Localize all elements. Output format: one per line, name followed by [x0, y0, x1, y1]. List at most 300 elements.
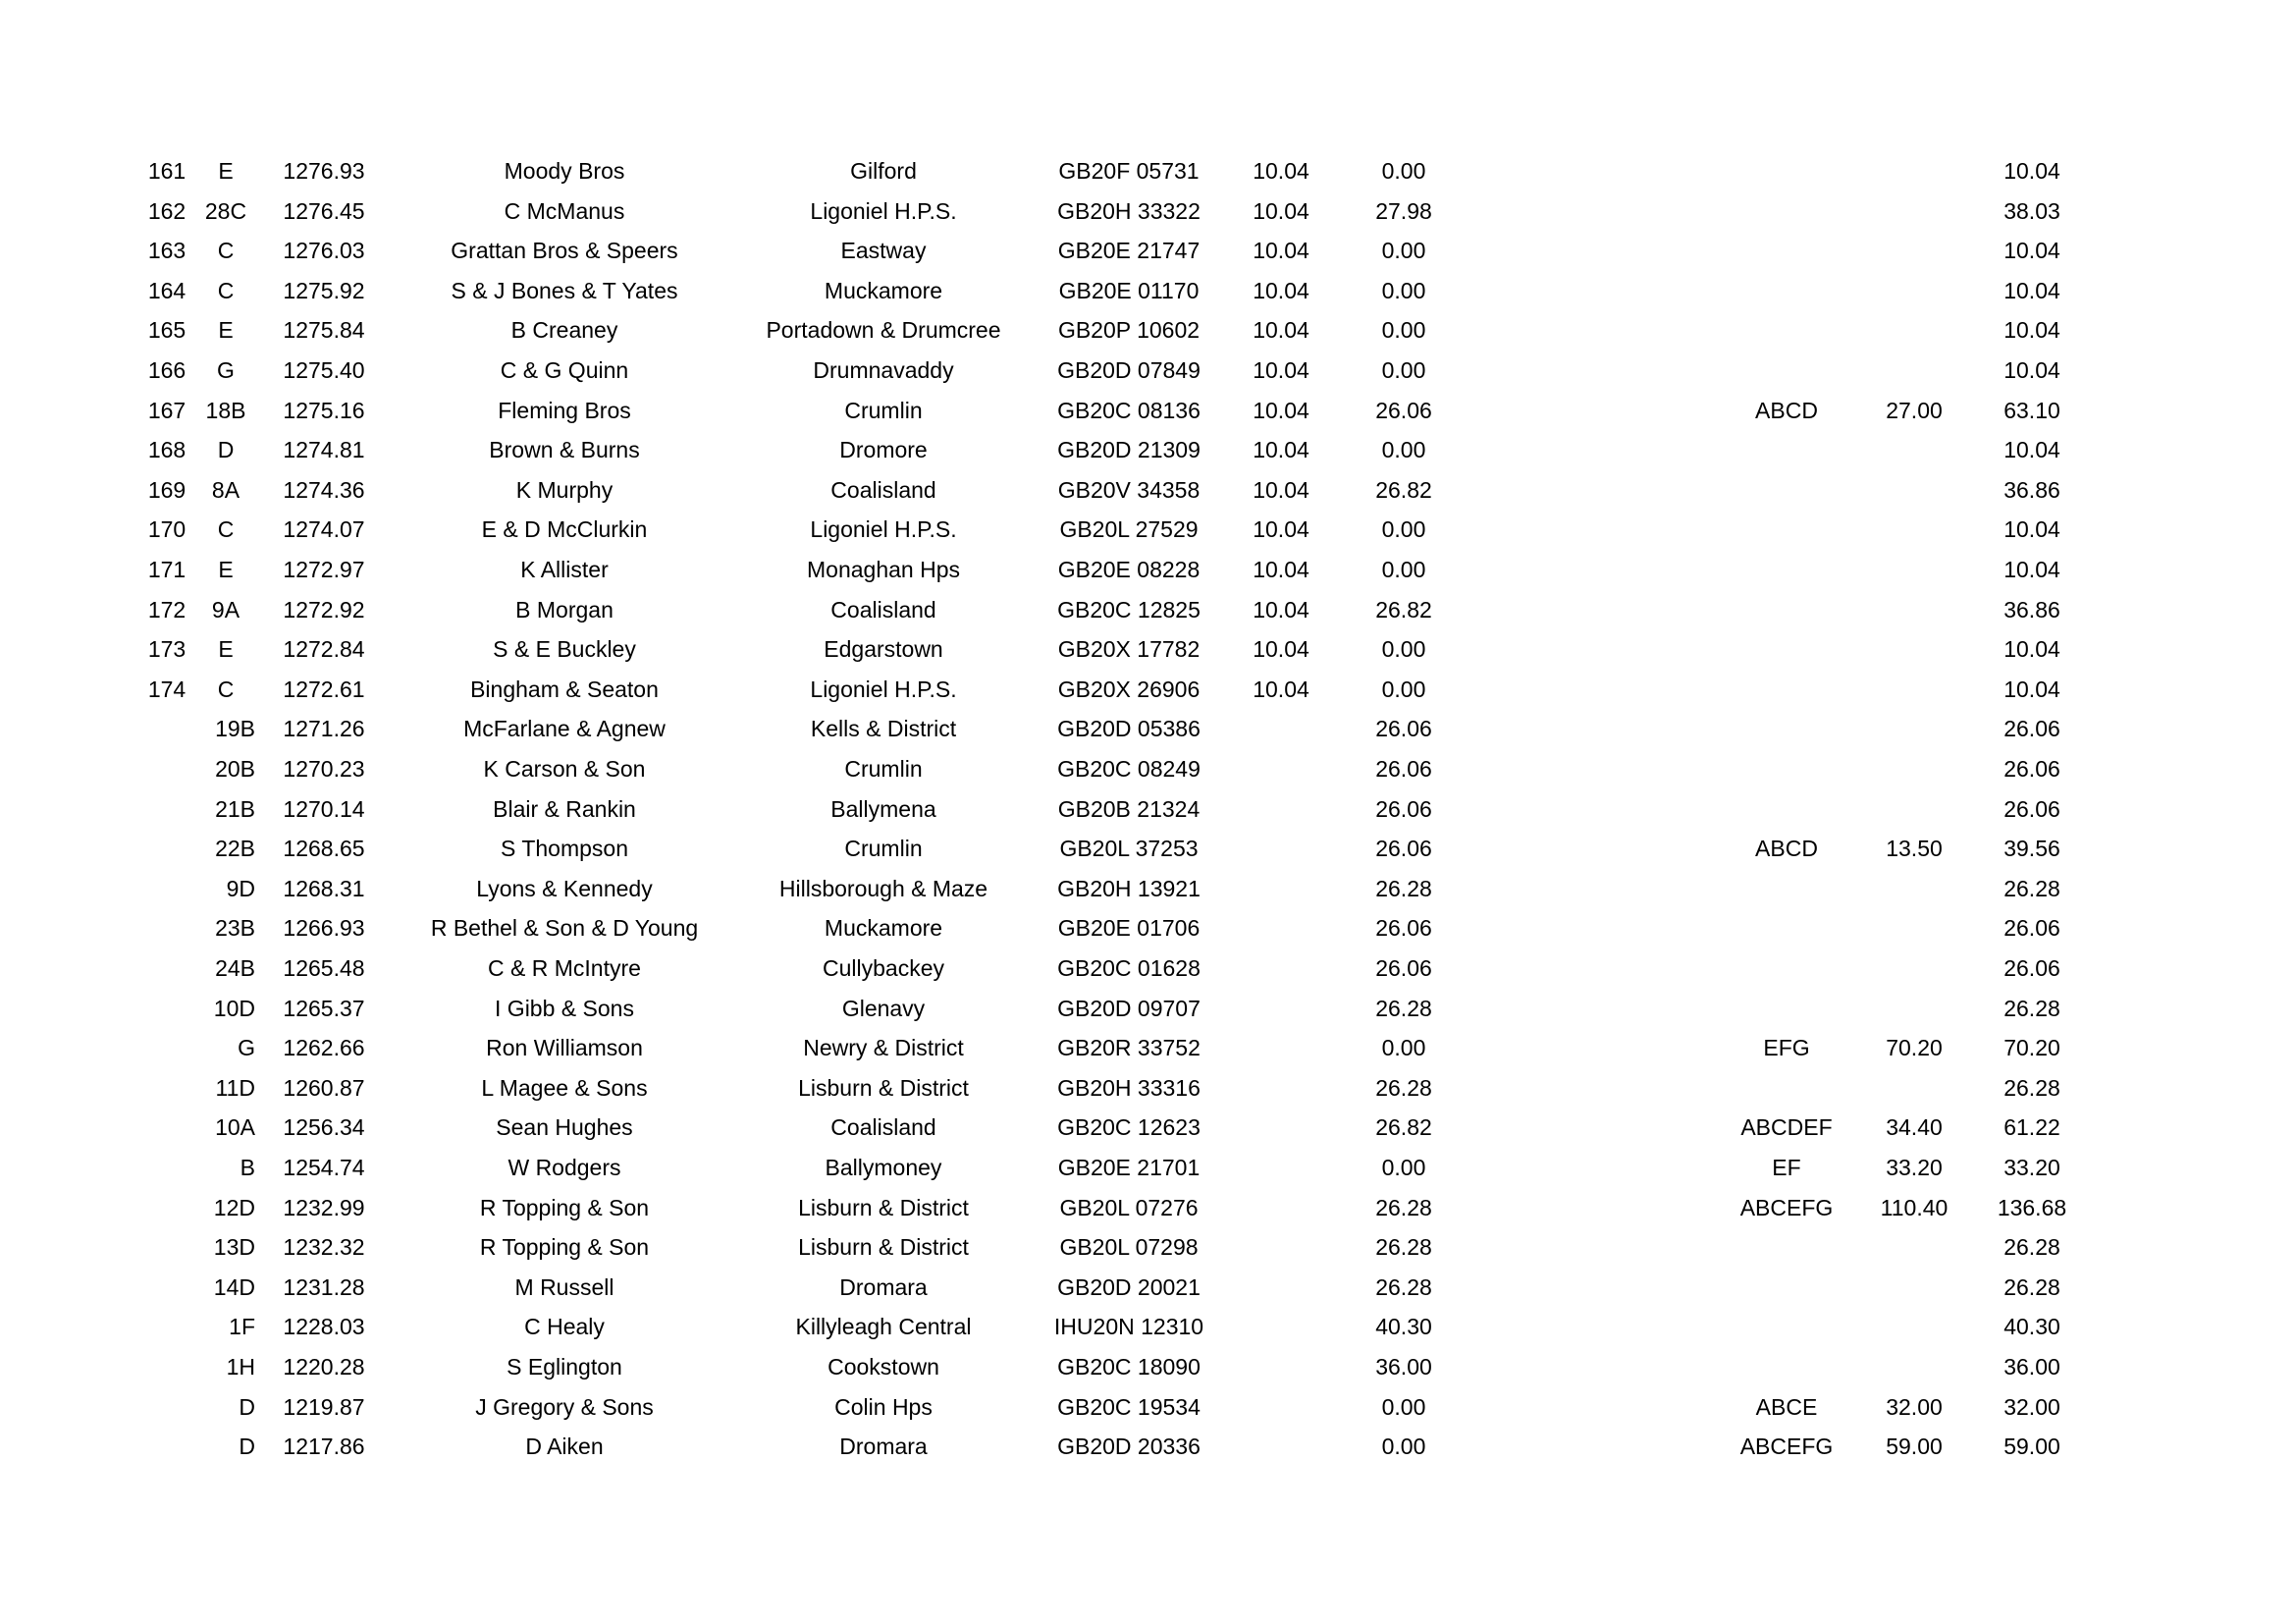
prize-section-cell: 0.00 — [1381, 277, 1426, 303]
total-cell: 26.06 — [2003, 795, 2060, 822]
velocity-cell: 1268.65 — [283, 836, 365, 862]
table-row — [0, 749, 2296, 789]
ring-number-cell: GB20P 10602 — [1057, 317, 1201, 344]
prize-open-cell — [1227, 829, 1335, 869]
nomination-cell: 32.00 — [1886, 1393, 1943, 1420]
pools-cell — [1728, 151, 1845, 191]
prize-section-cell: 0.00 — [1381, 516, 1426, 543]
fancier-name-cell: Bingham & Seaton — [470, 676, 659, 702]
nomination-cell — [1855, 191, 1973, 232]
ring-number-cell: IHU20N 12310 — [1053, 1314, 1204, 1340]
position-cell: 165 — [147, 317, 187, 344]
fancier-name-cell: R Topping & Son — [479, 1234, 650, 1261]
position-cell — [137, 869, 196, 909]
position-cell — [137, 789, 196, 830]
nomination-cell — [1855, 670, 1973, 710]
table-row — [0, 310, 2296, 351]
club-cell: Ballymoney — [825, 1155, 942, 1180]
prize-open-cell — [1227, 1108, 1335, 1148]
club-cell: Killyleagh Central — [795, 1314, 972, 1340]
prize-section-cell: 0.00 — [1381, 676, 1426, 702]
nomination-cell: 34.40 — [1886, 1114, 1943, 1141]
section-cell: G — [217, 357, 235, 383]
ring-number-cell: GB20H 33316 — [1057, 1074, 1201, 1101]
velocity-cell: 1217.86 — [283, 1434, 365, 1460]
pools-cell — [1728, 351, 1845, 391]
prize-section-cell: 0.00 — [1381, 238, 1426, 264]
pools-cell — [1728, 709, 1845, 749]
table-row — [0, 1307, 2296, 1347]
table-row — [0, 789, 2296, 830]
prize-section-cell: 27.98 — [1375, 197, 1432, 224]
position-cell — [137, 989, 196, 1029]
prize-open-cell — [1227, 1068, 1335, 1109]
fancier-name-cell: W Rodgers — [507, 1155, 621, 1180]
prize-section-cell: 36.00 — [1375, 1354, 1432, 1380]
nomination-cell — [1855, 1347, 1973, 1387]
nomination-cell — [1855, 590, 1973, 630]
pools-cell — [1728, 629, 1845, 670]
club-cell: Muckamore — [824, 915, 943, 942]
pools-cell — [1728, 191, 1845, 232]
position-cell — [137, 709, 196, 749]
section-cell: C — [217, 676, 235, 702]
nomination-cell: 33.20 — [1886, 1155, 1943, 1180]
nomination-cell — [1855, 948, 1973, 989]
prize-section-cell: 26.06 — [1375, 915, 1432, 942]
total-cell: 38.03 — [2003, 197, 2060, 224]
pools-cell — [1728, 430, 1845, 470]
position-cell: 171 — [147, 557, 187, 582]
pools-cell: ABCEFG — [1739, 1434, 1834, 1460]
table-row — [0, 1108, 2296, 1148]
ring-number-cell: GB20E 01706 — [1057, 915, 1201, 942]
pools-cell — [1728, 590, 1845, 630]
ring-number-cell: GB20L 07298 — [1059, 1234, 1199, 1261]
club-cell: Coalisland — [830, 1114, 936, 1141]
nomination-cell — [1855, 749, 1973, 789]
total-cell: 10.04 — [2003, 277, 2060, 303]
fancier-name-cell: I Gibb & Sons — [495, 995, 634, 1021]
position-cell: 162 — [147, 197, 187, 224]
section-cell: 12D — [213, 1194, 255, 1220]
fancier-name-cell: E & D McClurkin — [481, 516, 648, 543]
total-cell: 36.00 — [2003, 1354, 2060, 1380]
prize-section-cell: 0.00 — [1381, 357, 1426, 383]
ring-number-cell: GB20H 13921 — [1057, 875, 1201, 901]
table-row — [0, 1268, 2296, 1308]
total-cell: 10.04 — [2003, 557, 2060, 582]
section-cell: 19B — [215, 716, 255, 742]
table-row — [0, 550, 2296, 590]
fancier-name-cell: C & G Quinn — [500, 357, 629, 383]
fancier-name-cell: S Eglington — [507, 1354, 622, 1380]
table-row — [0, 989, 2296, 1029]
velocity-cell: 1270.14 — [283, 795, 365, 822]
prize-section-cell: 26.28 — [1375, 1194, 1432, 1220]
nomination-cell — [1855, 1268, 1973, 1308]
section-cell: C — [217, 516, 235, 543]
prize-section-cell: 40.30 — [1375, 1314, 1432, 1340]
prize-section-cell: 26.06 — [1375, 795, 1432, 822]
fancier-name-cell: K Murphy — [515, 476, 614, 503]
total-cell: 61.22 — [2003, 1114, 2060, 1141]
prize-open-cell: 10.04 — [1253, 197, 1309, 224]
position-cell — [137, 1268, 196, 1308]
velocity-cell: 1256.34 — [283, 1114, 365, 1141]
velocity-cell: 1276.45 — [283, 197, 365, 224]
prize-open-cell — [1227, 1427, 1335, 1467]
velocity-cell: 1274.36 — [283, 476, 365, 503]
velocity-cell: 1268.31 — [283, 875, 365, 901]
fancier-name-cell: Fleming Bros — [498, 397, 631, 423]
velocity-cell: 1275.92 — [283, 277, 365, 303]
prize-section-cell: 26.82 — [1375, 596, 1432, 623]
pools-cell — [1728, 231, 1845, 271]
velocity-cell: 1272.84 — [283, 636, 365, 663]
position-cell: 166 — [147, 357, 187, 383]
prize-open-cell — [1227, 869, 1335, 909]
pools-cell: ABCEFG — [1739, 1194, 1834, 1220]
table-row — [0, 629, 2296, 670]
velocity-cell: 1265.48 — [283, 955, 365, 981]
velocity-cell: 1274.07 — [283, 516, 365, 543]
total-cell: 26.28 — [2003, 1234, 2060, 1261]
table-row — [0, 908, 2296, 948]
ring-number-cell: GB20E 08228 — [1057, 557, 1201, 582]
total-cell: 33.20 — [2003, 1155, 2060, 1180]
prize-section-cell: 26.06 — [1375, 397, 1432, 423]
nomination-cell — [1855, 151, 1973, 191]
nomination-cell — [1855, 989, 1973, 1029]
prize-section-cell: 26.28 — [1375, 1234, 1432, 1261]
club-cell: Dromara — [839, 1434, 928, 1460]
velocity-cell: 1276.03 — [283, 238, 365, 264]
prize-section-cell: 0.00 — [1381, 1035, 1426, 1061]
prize-open-cell — [1227, 1028, 1335, 1068]
club-cell: Ligoniel H.P.S. — [810, 516, 957, 543]
prize-open-cell: 10.04 — [1253, 317, 1309, 344]
ring-number-cell: GB20C 12825 — [1057, 596, 1201, 623]
total-cell: 10.04 — [2003, 158, 2060, 184]
velocity-cell: 1275.16 — [283, 397, 365, 423]
position-cell — [137, 1068, 196, 1109]
prize-open-cell: 10.04 — [1253, 516, 1309, 543]
position-cell — [137, 908, 196, 948]
velocity-cell: 1262.66 — [283, 1035, 365, 1061]
total-cell: 70.20 — [2003, 1035, 2060, 1061]
club-cell: Crumlin — [844, 397, 923, 423]
section-cell: 9A — [211, 596, 240, 623]
prize-section-cell: 0.00 — [1381, 158, 1426, 184]
total-cell: 32.00 — [2003, 1393, 2060, 1420]
position-cell — [137, 1227, 196, 1268]
pools-cell: ABCD — [1755, 397, 1818, 423]
ring-number-cell: GB20E 01170 — [1058, 277, 1200, 303]
club-cell: Crumlin — [844, 756, 923, 782]
fancier-name-cell: S & E Buckley — [493, 636, 636, 663]
prize-open-cell: 10.04 — [1253, 397, 1309, 423]
section-cell: 10A — [215, 1114, 255, 1141]
nomination-cell — [1855, 709, 1973, 749]
table-row — [0, 1028, 2296, 1068]
fancier-name-cell: R Topping & Son — [479, 1194, 650, 1220]
pools-cell — [1728, 908, 1845, 948]
fancier-name-cell: Sean Hughes — [496, 1114, 633, 1141]
section-cell: 11D — [215, 1074, 255, 1101]
pools-cell: ABCD — [1755, 836, 1818, 862]
table-row — [0, 470, 2296, 511]
position-cell — [137, 1028, 196, 1068]
prize-section-cell: 26.06 — [1375, 836, 1432, 862]
ring-number-cell: GB20D 05386 — [1057, 716, 1201, 742]
table-row — [0, 271, 2296, 311]
pools-cell — [1728, 989, 1845, 1029]
nomination-cell — [1855, 1227, 1973, 1268]
fancier-name-cell: B Morgan — [515, 596, 614, 623]
club-cell: Muckamore — [824, 277, 943, 303]
total-cell: 26.06 — [2003, 716, 2060, 742]
position-cell — [137, 948, 196, 989]
pools-cell — [1728, 550, 1845, 590]
club-cell: Ballymena — [830, 795, 936, 822]
table-row — [0, 231, 2296, 271]
prize-section-cell: 26.28 — [1375, 1074, 1432, 1101]
fancier-name-cell: Blair & Rankin — [493, 795, 636, 822]
section-cell: 21B — [215, 795, 255, 822]
position-cell: 167 — [147, 397, 187, 423]
nomination-cell — [1855, 310, 1973, 351]
pools-cell — [1728, 670, 1845, 710]
fancier-name-cell: L Magee & Sons — [481, 1074, 648, 1101]
section-cell: E — [218, 636, 234, 663]
total-cell: 10.04 — [2003, 437, 2060, 463]
nomination-cell: 70.20 — [1886, 1035, 1943, 1061]
ring-number-cell: GB20D 21309 — [1057, 437, 1201, 463]
club-cell: Colin Hps — [834, 1393, 933, 1420]
velocity-cell: 1231.28 — [283, 1273, 365, 1300]
prize-open-cell: 10.04 — [1253, 636, 1309, 663]
total-cell: 10.04 — [2003, 516, 2060, 543]
prize-section-cell: 0.00 — [1381, 557, 1426, 582]
table-row — [0, 351, 2296, 391]
prize-open-cell — [1227, 1268, 1335, 1308]
position-cell — [137, 1347, 196, 1387]
table-row — [0, 1347, 2296, 1387]
section-cell: C — [217, 277, 235, 303]
nomination-cell — [1855, 271, 1973, 311]
table-row — [0, 1188, 2296, 1228]
table-row — [0, 1427, 2296, 1467]
prize-open-cell — [1227, 1307, 1335, 1347]
fancier-name-cell: Moody Bros — [504, 158, 625, 184]
velocity-cell: 1232.32 — [283, 1234, 365, 1261]
velocity-cell: 1271.26 — [283, 716, 365, 742]
pools-cell — [1728, 1227, 1845, 1268]
pools-cell — [1728, 1347, 1845, 1387]
prize-open-cell: 10.04 — [1253, 158, 1309, 184]
ring-number-cell: GB20D 20336 — [1057, 1434, 1201, 1460]
prize-section-cell: 26.82 — [1375, 476, 1432, 503]
section-cell: 13D — [213, 1234, 255, 1261]
velocity-cell: 1228.03 — [283, 1314, 365, 1340]
club-cell: Ligoniel H.P.S. — [810, 197, 957, 224]
section-cell: C — [217, 238, 235, 264]
prize-section-cell: 0.00 — [1381, 1434, 1426, 1460]
ring-number-cell: GB20D 20021 — [1057, 1273, 1201, 1300]
position-cell: 168 — [147, 437, 187, 463]
velocity-cell: 1254.74 — [283, 1155, 365, 1180]
prize-open-cell: 10.04 — [1253, 476, 1309, 503]
total-cell: 136.68 — [1997, 1194, 2067, 1220]
nomination-cell: 27.00 — [1886, 397, 1943, 423]
ring-number-cell: GB20C 18090 — [1057, 1354, 1201, 1380]
ring-number-cell: GB20C 08136 — [1057, 397, 1201, 423]
club-cell: Monaghan Hps — [807, 557, 960, 582]
club-cell: Dromara — [839, 1273, 928, 1300]
fancier-name-cell: McFarlane & Agnew — [463, 716, 666, 742]
total-cell: 10.04 — [2003, 317, 2060, 344]
velocity-cell: 1272.97 — [283, 557, 365, 582]
prize-section-cell: 26.82 — [1375, 1114, 1432, 1141]
prize-open-cell — [1227, 1188, 1335, 1228]
prize-open-cell: 10.04 — [1253, 557, 1309, 582]
position-cell: 174 — [147, 676, 187, 702]
club-cell: Lisburn & District — [798, 1234, 969, 1261]
prize-section-cell: 0.00 — [1381, 636, 1426, 663]
nomination-cell — [1855, 470, 1973, 511]
section-cell: E — [218, 158, 234, 184]
prize-open-cell — [1227, 908, 1335, 948]
club-cell: Dromore — [839, 437, 928, 463]
fancier-name-cell: B Creaney — [510, 317, 618, 344]
position-cell: 169 — [147, 476, 187, 503]
pools-cell — [1728, 470, 1845, 511]
pools-cell — [1728, 948, 1845, 989]
club-cell: Eastway — [840, 238, 927, 264]
table-row — [0, 1148, 2296, 1188]
club-cell: Glenavy — [841, 995, 926, 1021]
nomination-cell: 59.00 — [1886, 1434, 1943, 1460]
velocity-cell: 1275.84 — [283, 317, 365, 344]
ring-number-cell: GB20X 26906 — [1057, 676, 1201, 702]
section-cell: 14D — [213, 1273, 255, 1300]
nomination-cell — [1855, 789, 1973, 830]
section-cell: B — [240, 1155, 255, 1180]
club-cell: Kells & District — [810, 716, 957, 742]
club-cell: Drumnavaddy — [813, 357, 954, 383]
velocity-cell: 1260.87 — [283, 1074, 365, 1101]
fancier-name-cell: Grattan Bros & Speers — [451, 238, 678, 264]
table-row — [0, 510, 2296, 550]
section-cell: 8A — [211, 476, 240, 503]
prize-section-cell: 26.06 — [1375, 756, 1432, 782]
position-cell: 172 — [147, 596, 187, 623]
prize-open-cell — [1227, 1347, 1335, 1387]
velocity-cell: 1276.93 — [283, 158, 365, 184]
position-cell — [137, 1387, 196, 1428]
ring-number-cell: GB20L 27529 — [1059, 516, 1199, 543]
total-cell: 40.30 — [2003, 1314, 2060, 1340]
position-cell — [137, 1188, 196, 1228]
club-cell: Cullybackey — [823, 955, 944, 981]
section-cell: D — [239, 1393, 255, 1420]
total-cell: 26.28 — [2003, 875, 2060, 901]
ring-number-cell: GB20B 21324 — [1057, 795, 1201, 822]
section-cell: 20B — [215, 756, 255, 782]
velocity-cell: 1219.87 — [283, 1393, 365, 1420]
ring-number-cell: GB20V 34358 — [1057, 476, 1201, 503]
ring-number-cell: GB20D 09707 — [1057, 995, 1201, 1021]
pools-cell — [1728, 789, 1845, 830]
prize-section-cell: 0.00 — [1381, 317, 1426, 344]
ring-number-cell: GB20X 17782 — [1057, 636, 1201, 663]
total-cell: 39.56 — [2003, 836, 2060, 862]
ring-number-cell: GB20C 19534 — [1057, 1393, 1201, 1420]
prize-open-cell: 10.04 — [1253, 357, 1309, 383]
club-cell: Ligoniel H.P.S. — [810, 676, 957, 702]
total-cell: 10.04 — [2003, 238, 2060, 264]
fancier-name-cell: J Gregory & Sons — [475, 1393, 654, 1420]
ring-number-cell: GB20F 05731 — [1058, 158, 1200, 184]
total-cell: 26.06 — [2003, 756, 2060, 782]
fancier-name-cell: C & R McIntyre — [488, 955, 641, 981]
club-cell: Coalisland — [830, 596, 936, 623]
prize-section-cell: 26.28 — [1375, 995, 1432, 1021]
section-cell: E — [218, 317, 234, 344]
pools-cell — [1728, 869, 1845, 909]
section-cell: 24B — [215, 955, 255, 981]
nomination-cell — [1855, 1307, 1973, 1347]
position-cell — [137, 1427, 196, 1467]
ring-number-cell: GB20D 07849 — [1057, 357, 1201, 383]
position-cell: 163 — [147, 238, 187, 264]
nomination-cell — [1855, 629, 1973, 670]
nomination-cell: 13.50 — [1886, 836, 1943, 862]
club-cell: Newry & District — [803, 1035, 964, 1061]
prize-open-cell: 10.04 — [1253, 277, 1309, 303]
position-cell: 164 — [147, 277, 187, 303]
section-cell: 18B — [205, 397, 246, 423]
table-row — [0, 829, 2296, 869]
pools-cell — [1728, 1268, 1845, 1308]
position-cell: 173 — [147, 636, 187, 663]
club-cell: Cookstown — [828, 1354, 939, 1380]
pools-cell: ABCDEF — [1740, 1114, 1833, 1141]
table-row — [0, 191, 2296, 232]
velocity-cell: 1272.61 — [283, 676, 365, 702]
pools-cell — [1728, 271, 1845, 311]
total-cell: 26.06 — [2003, 955, 2060, 981]
position-cell: 161 — [147, 158, 187, 184]
prize-section-cell: 0.00 — [1381, 1393, 1426, 1420]
club-cell: Gilford — [850, 158, 917, 184]
fancier-name-cell: C Healy — [524, 1314, 605, 1340]
club-cell: Lisburn & District — [798, 1194, 969, 1220]
prize-open-cell — [1227, 1227, 1335, 1268]
velocity-cell: 1265.37 — [283, 995, 365, 1021]
table-row — [0, 948, 2296, 989]
nomination-cell — [1855, 869, 1973, 909]
fancier-name-cell: Brown & Burns — [489, 437, 640, 463]
section-cell: 28C — [204, 197, 247, 224]
nomination-cell — [1855, 351, 1973, 391]
prize-open-cell — [1227, 948, 1335, 989]
velocity-cell: 1266.93 — [283, 915, 365, 942]
club-cell: Portadown & Drumcree — [766, 317, 1001, 344]
ring-number-cell: GB20L 07276 — [1059, 1194, 1199, 1220]
prize-open-cell — [1227, 1387, 1335, 1428]
